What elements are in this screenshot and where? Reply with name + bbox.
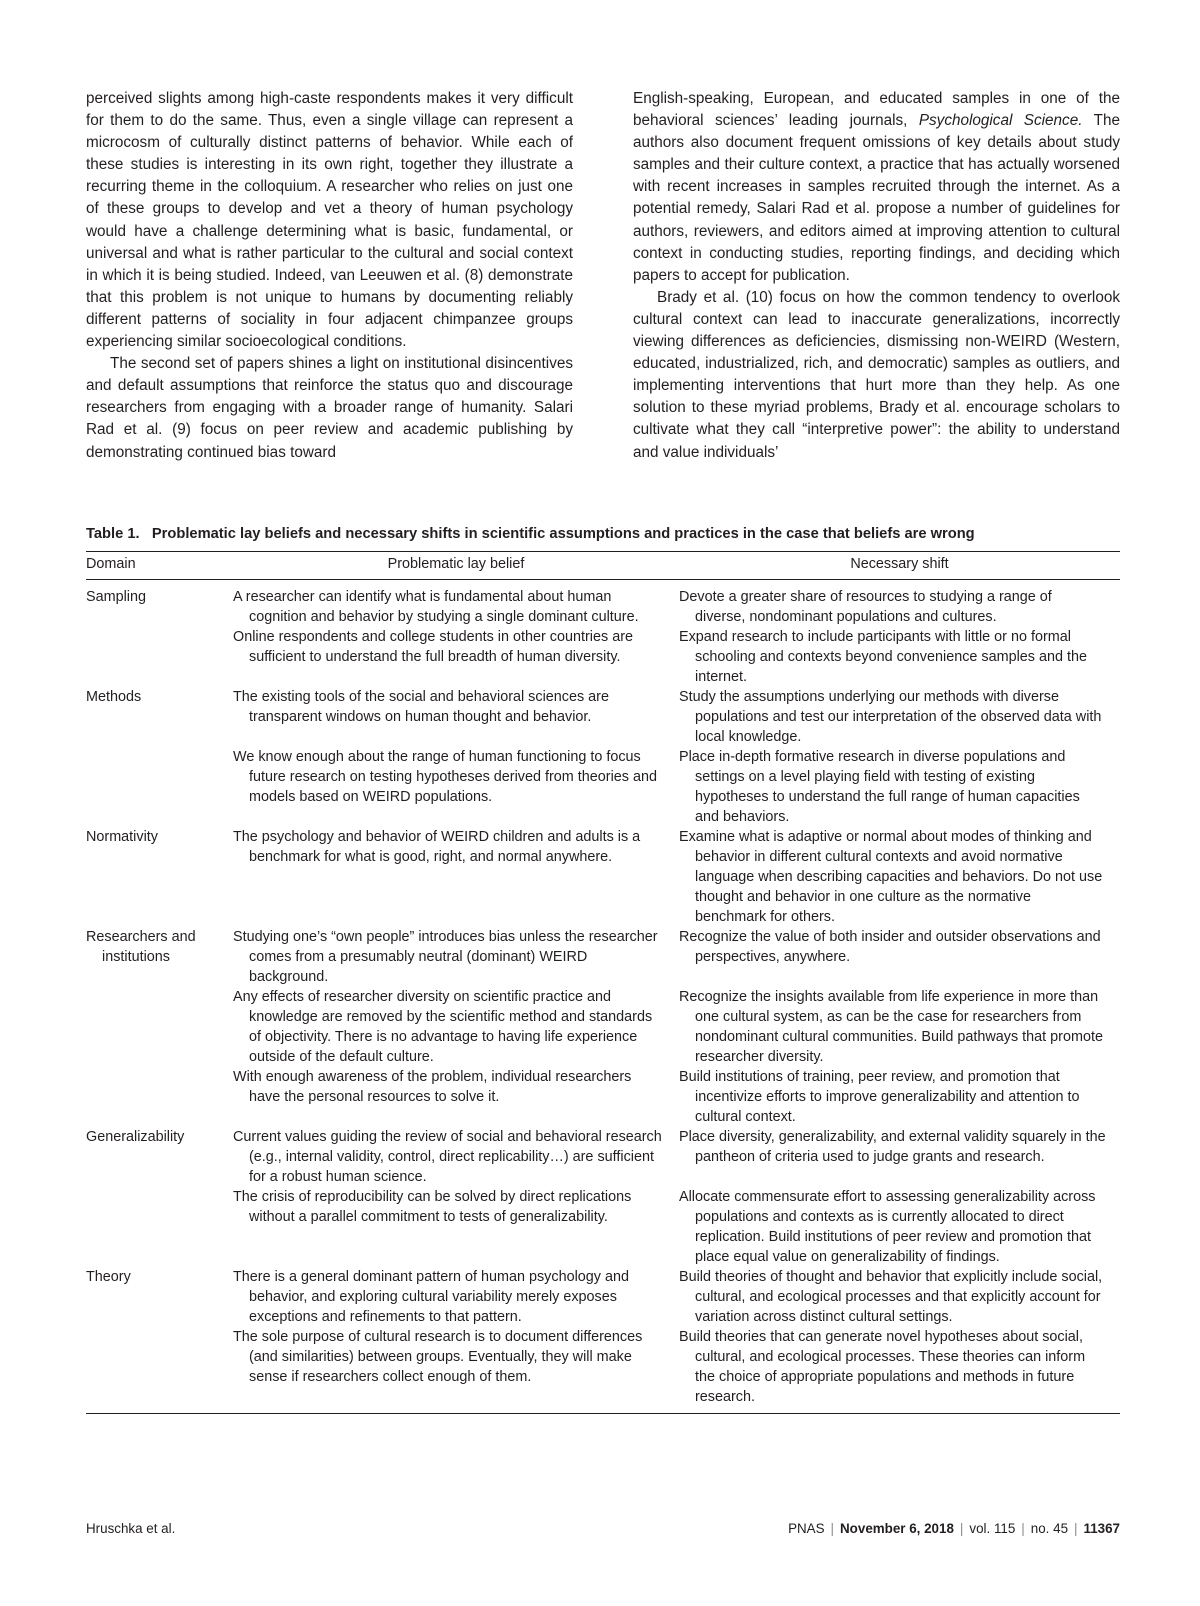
left-paragraph-1: perceived slights among high-caste respondents makes it very difficult for them to do the same. Thus, even a single village can represent a microcosm of culturally distinct patterns of behavior. While each of these studies is interesting in its own right, together they illustrate a recurring theme in the colloquium. A researcher who relies on just one of these groups to develop and vet a theory of human psychology would have a challenge determining what is basic, fundamental, or universal and what is rather particular to the cultural and social context in which it is being studied. Indeed, van Leeuwen et al. (8) demonstrate that this problem is not unique to humans by documenting reliably different patterns of sociality in four adjacent chimpanzee groups experiencing similar socioecological conditions. — [86, 90, 573, 351]
domain-text: Theory — [86, 1269, 131, 1285]
beliefs-table — [86, 551, 1120, 1411]
footer-page: 11367 — [1083, 1521, 1120, 1536]
belief-cell: Online respondents and college students in other countries are sufficient to understand the full breadth of human diversity. — [233, 629, 633, 665]
table-row — [86, 747, 1120, 827]
belief-cell: The psychology and behavior of WEIRD children and adults is a benchmark for what is good, right, and normal anywhere. — [233, 829, 641, 865]
shift-cell: Devote a greater share of resources to studying a range of diverse, nondominant populations and cultures. — [679, 589, 1052, 625]
footer-authors: Hruschka et al. — [86, 1521, 176, 1536]
table-header-row — [86, 552, 1120, 580]
right-column — [633, 88, 1120, 464]
header-shift: Necessary shift — [679, 552, 1120, 580]
left-column — [86, 88, 573, 464]
shift-cell: Place diversity, generalizability, and external validity squarely in the pantheon of criteria used to judge grants and research. — [679, 1129, 1106, 1165]
belief-cell: Studying one’s “own people” introduces bias unless the researcher comes from a presumably neutral (dominant) WEIRD background. — [233, 929, 658, 985]
belief-cell: The crisis of reproducibility can be solved by direct replications without a parallel commitment to tests of generalizability. — [233, 1189, 632, 1225]
domain-text: Methods — [86, 689, 142, 705]
table-row — [86, 1127, 1120, 1187]
domain-cell — [86, 1267, 233, 1327]
right-paragraph-1-rest: The authors also document frequent omissions of key details about study samples and their culture context, a practice that has actually worsened with recent increases in samples recruited through the internet. As a potential remedy, Salari Rad et al. propose a number of guidelines for authors, reviewers, and editors aimed at improving attention to cultural context in conducting studies, reporting findings, and deciding which papers to accept for publication. — [633, 112, 1120, 284]
shift-cell: Build theories of thought and behavior that explicitly include social, cultural, and ecological processes and that explicitly account for variation across distinct cultural settings. — [679, 1269, 1103, 1325]
table-1 — [86, 524, 1120, 1414]
table-row — [86, 927, 1120, 987]
header-domain: Domain — [86, 552, 233, 580]
table-label: Table 1. — [86, 526, 140, 542]
domain-cell — [86, 1327, 233, 1411]
table-body — [86, 580, 1120, 1412]
footer-volume: vol. 115 — [969, 1521, 1016, 1536]
table-row — [86, 1187, 1120, 1267]
shift-cell: Place in-depth formative research in diverse populations and settings on a level playing field with testing of existing hypotheses to understand the full range of human capacities and behaviors. — [679, 749, 1080, 825]
domain-text: Normativity — [86, 829, 158, 845]
belief-cell: With enough awareness of the problem, individual researchers have the personal resources to solve it. — [233, 1069, 632, 1105]
belief-cell: There is a general dominant pattern of human psychology and behavior, and exploring cultural variability merely exposes exceptions and refinements to that pattern. — [233, 1269, 629, 1325]
domain-text: Researchers and institutions — [86, 929, 196, 965]
domain-text: Generalizability — [86, 1129, 185, 1145]
domain-cell — [86, 580, 233, 628]
shift-cell: Expand research to include participants with little or no formal schooling and contexts beyond convenience samples and the internet. — [679, 629, 1088, 685]
belief-cell: A researcher can identify what is fundamental about human cognition and behavior by studying a single dominant culture. — [233, 589, 639, 625]
right-paragraph-1 — [633, 88, 1120, 287]
belief-cell: The sole purpose of cultural research is to document differences (and similarities) between groups. Eventually, they will make sense if researchers collect enough of them. — [233, 1329, 643, 1385]
shift-cell: Study the assumptions underlying our methods with diverse populations and test our interpretation of the observed data with local knowledge. — [679, 689, 1102, 745]
shift-cell: Build institutions of training, peer review, and promotion that incentivize efforts to improve generalizability and attention to cultural context. — [679, 1069, 1080, 1125]
footer-issue: no. 45 — [1030, 1521, 1069, 1536]
belief-cell: We know enough about the range of human functioning to focus future research on testing hypotheses derived from theories and models based on WEIRD populations. — [233, 749, 657, 805]
table-row — [86, 627, 1120, 687]
journal-name-italic: Psychological Science. — [918, 112, 1083, 130]
domain-text: Sampling — [86, 589, 146, 605]
table-row — [86, 1267, 1120, 1327]
body-text — [86, 88, 1120, 464]
domain-cell — [86, 1127, 233, 1187]
table-row — [86, 1327, 1120, 1411]
shift-cell: Examine what is adaptive or normal about modes of thinking and behavior in different cultural contexts and avoid normative language when describing capacities and behaviors. Do not use thought and behavior in one culture as the normative benchmark for others. — [679, 829, 1103, 925]
right-paragraph-1-lead: English-speaking, European, and educated samples in one of the behavioral sciences’ leading journals, — [633, 90, 1120, 130]
left-paragraph-2: The second set of papers shines a light on institutional disincentives and default assumptions that reinforce the status quo and discourage researchers from engaging with a broader range of humanity. Salari Rad et al. (9) focus on peer review and academic publishing by demonstrating continued bias toward — [86, 355, 573, 461]
shift-cell: Allocate commensurate effort to assessing generalizability across populations and contexts as is currently allocated to direct replication. Build institutions of peer review and promotion that place equal value on generalizability of findings. — [679, 1189, 1096, 1265]
domain-cell — [86, 627, 233, 687]
belief-cell: Any effects of researcher diversity on scientific practice and knowledge are removed by the scientific method and standards of objectivity. There is no advantage to having life experience outside of the default culture. — [233, 989, 653, 1065]
shift-cell: Recognize the insights available from life experience in more than one cultural system, as can be the case for researchers from nondominant cultural communities. Build pathways that promote researcher diversity. — [679, 989, 1103, 1065]
domain-cell — [86, 827, 233, 927]
table-caption-text: Problematic lay beliefs and necessary shifts in scientific assumptions and practices in the case that beliefs are wrong — [151, 526, 975, 542]
footer-date: November 6, 2018 — [840, 1521, 954, 1536]
domain-cell — [86, 987, 233, 1067]
domain-cell — [86, 927, 233, 987]
table-row — [86, 687, 1120, 747]
table-row — [86, 580, 1120, 628]
table-row — [86, 827, 1120, 927]
domain-cell — [86, 1067, 233, 1127]
belief-cell: Current values guiding the review of social and behavioral research (e.g., internal validity, control, direct replicability…) are sufficient for a robust human science. — [233, 1129, 662, 1185]
header-belief: Problematic lay belief — [233, 552, 679, 580]
table-row — [86, 987, 1120, 1067]
shift-cell: Recognize the value of both insider and outsider observations and perspectives, anywhere. — [679, 929, 1101, 965]
table-row — [86, 1067, 1120, 1127]
domain-cell — [86, 1187, 233, 1267]
table-caption — [86, 524, 1120, 544]
page-footer — [86, 1520, 1120, 1538]
table-bottom-rule — [86, 1413, 1120, 1414]
footer-citation: PNAS | November 6, 2018 | vol. 115 | no. 45 | 11367 — [788, 1521, 1120, 1536]
shift-cell: Build theories that can generate novel hypotheses about social, cultural, and ecological processes. These theories can inform the choice of appropriate populations and methods in future research. — [679, 1329, 1086, 1405]
domain-cell — [86, 747, 233, 827]
right-paragraph-2: Brady et al. (10) focus on how the common tendency to overlook cultural context can lead to inaccurate generalizations, incorrectly viewing differences as deficiencies, dismissing non-WEIRD (Western, educated, industrialized, rich, and democratic) samples as outliers, and implementing interventions that hurt more than they help. As one solution to these myriad problems, Brady et al. encourage scholars to cultivate what they call “interpretive power”: the ability to understand and value individuals’ — [633, 288, 1120, 461]
belief-cell: The existing tools of the social and behavioral sciences are transparent windows on human thought and behavior. — [233, 689, 609, 725]
domain-cell — [86, 687, 233, 747]
footer-journal: PNAS — [788, 1521, 825, 1536]
